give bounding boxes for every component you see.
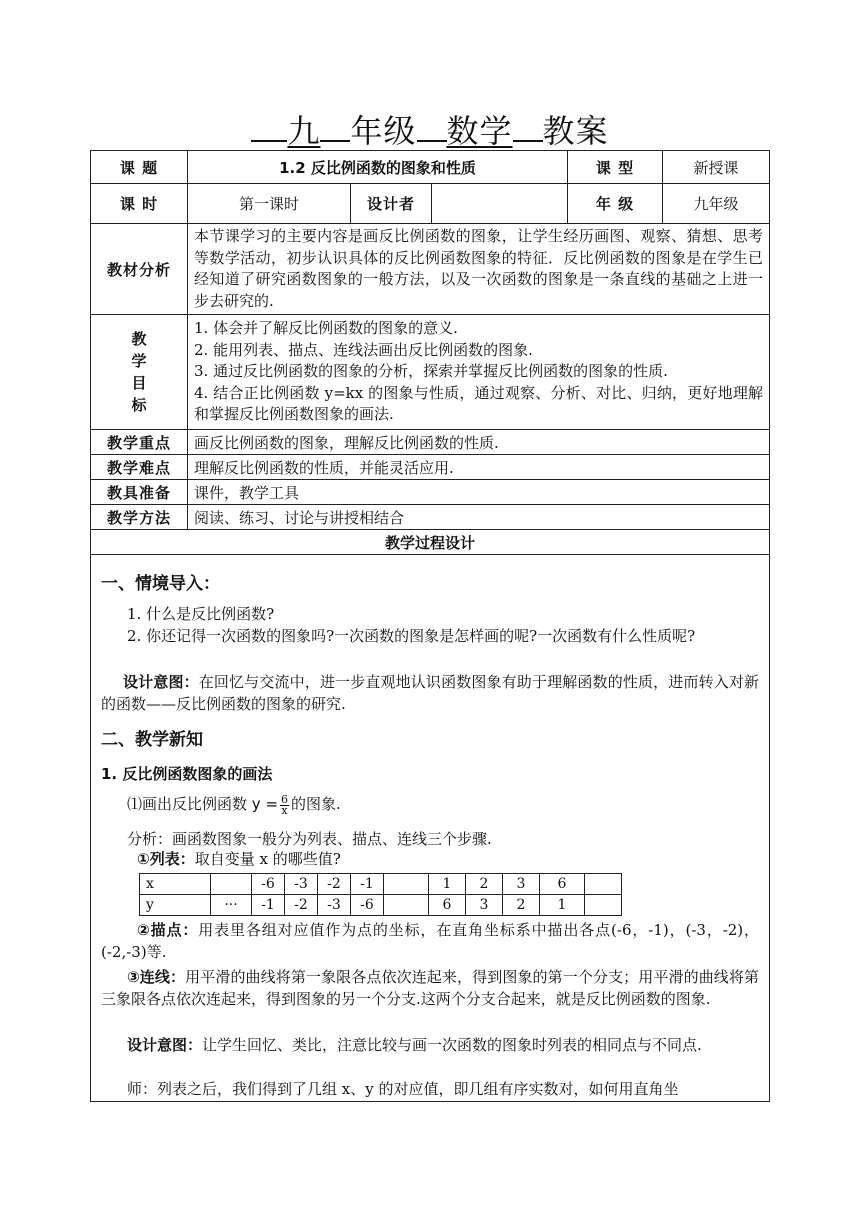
x-cell: -6 [252,874,285,895]
key-point-label: 教学重点 [91,430,188,455]
topic-label: 课 题 [91,151,188,184]
step1-label: ①列表： [137,850,195,868]
goal-item: 2. 能用列表、描点、连线法画出反比例函数的图象. [194,340,533,359]
period-label: 课 时 [91,184,188,224]
row-goals [91,315,770,430]
y-cell: -1 [252,895,285,916]
row-method [91,505,770,530]
section2-sub1: 1. 反比例函数图象的画法 [101,765,273,783]
title-underline-left [251,139,287,142]
section1-intent [101,671,759,715]
section1-intent-text: 在回忆与交流中，进一步直观地认识函数图象有助于理解函数的性质，进而转入对新的函数——反比例函数的图象的研究. [101,673,760,713]
goals-label-char: 教 [131,330,147,348]
type-label: 课 型 [568,151,663,184]
row-process-content [91,555,770,1102]
analysis-text: 本节课学习的主要内容是画反比例函数的图象，让学生经历画图、观察、猜想、思考等数学活动，初步认识具体的反比例函数图象的特征．反比例函数的图象是在学生已经知道了研究函数图象的一般方法，以及一次函数的图象是一条直线的基础之上进一步去研究的. [188,224,770,315]
value-table [139,873,622,916]
step3-label: ③连线： [127,968,186,986]
task-y: y = [251,795,279,813]
y-cell: ··· [211,895,252,916]
goals-label-char: 标 [131,396,147,414]
x-cell: -1 [351,874,384,895]
section1-q1: 1. 什么是反比例函数? [127,605,275,623]
title-underline-gap [417,139,447,142]
row-topic [91,151,770,184]
row-difficulty [91,455,770,480]
title-subject: 数学 [446,112,513,150]
step2 [101,919,759,963]
page-title [0,106,860,152]
step3-text: 用平滑的曲线将第一象限各点依次连起来，得到图象的第一个分支；用平滑的曲线将第三象限各点依次连起来，得到图象的另一个分支.这两个分支合起来，就是反比例函数的图象. [101,968,760,1008]
goals-label-char: 学 [131,352,147,370]
title-underline-gap [513,139,543,142]
x-cell [585,874,622,895]
row-analysis [91,224,770,315]
section1-q2: 2. 你还记得一次函数的图象吗?一次函数的图象是怎样画的呢?一次函数有什么性质呢? [127,627,696,645]
x-cell [384,874,429,895]
goal-item: 1. 体会并了解反比例函数的图象的意义. [194,319,458,338]
row-process-title [91,530,770,555]
process-title: 教学过程设计 [91,530,770,555]
section2-heading: 二、教学新知 [101,730,203,750]
analysis-label: 教材分析 [91,224,188,315]
y-cell: 2 [503,895,540,916]
goals-list [188,315,770,430]
teacher-line: 师：列表之后，我们得到了几组 x、y 的对应值，即几组有序实数对，如何用直角坐 [127,1080,679,1098]
y-cell [384,895,429,916]
row-key-point [91,430,770,455]
step3 [101,966,759,1010]
title-grade-suffix: 年级 [350,112,417,150]
x-cell: x [140,874,211,895]
goals-label [91,315,188,430]
section1-heading: 一、情境导入： [101,574,220,594]
task-suffix: 的图象. [291,795,341,813]
section2-analysis: 分析：画函数图象一般分为列表、描点、连线三个步骤. [127,830,492,848]
topic-value: 1.2 反比例函数的图象和性质 [188,151,568,184]
section2-intent [101,1034,759,1056]
lesson-plan-table [90,150,770,1102]
goal-item: 3. 通过反比例函数的图象的分析，探索并掌握反比例函数的图象的性质. [194,362,668,381]
section2-intent-label: 设计意图： [127,1036,203,1054]
y-cell: -3 [318,895,351,916]
title-grade: 九 [287,112,321,150]
row-tools [91,480,770,505]
step1 [137,849,759,869]
period-value: 第一课时 [188,184,351,224]
y-cell: 3 [466,895,503,916]
method-text: 阅读、练习、讨论与讲授相结合 [188,505,770,530]
x-cell: 1 [429,874,466,895]
difficulty-label: 教学难点 [91,455,188,480]
x-cell: -2 [318,874,351,895]
designer-label: 设计者 [351,184,432,224]
grade-label: 年 级 [568,184,663,224]
x-cell: 3 [503,874,540,895]
grade-value: 九年级 [663,184,770,224]
section1-intent-label: 设计意图： [123,673,199,691]
key-point-text: 画反比例函数的图象，理解反比例函数的性质. [188,430,770,455]
goal-item: 4. 结合正比例函数 y=kx 的图象与性质，通过观察、分析、对比、归纳，更好地理解和掌握反比例函数图象的画法. [194,383,764,424]
fraction-numerator: 6 [281,792,289,806]
x-cell: 6 [540,874,585,895]
step2-text: 用表里各组对应值作为点的坐标，在直角坐标系中描出各点(-6，-1)，(-3，-2)，(-2,-3)等. [101,921,760,961]
tools-label: 教具准备 [91,480,188,505]
title-suffix: 教案 [542,112,609,150]
value-table-x-row [140,874,622,895]
tools-text: 课件，教学工具 [188,480,770,505]
method-label: 教学方法 [91,505,188,530]
x-cell: -3 [285,874,318,895]
difficulty-text: 理解反比例函数的性质，并能灵活应用. [188,455,770,480]
process-content [91,555,770,1102]
section2-intent-text: 让学生回忆、类比，注意比较与画一次函数的图象时列表的相同点与不同点. [202,1036,702,1054]
step2-label: ②描点： [137,921,199,939]
type-value: 新授课 [663,151,770,184]
y-cell: -6 [351,895,384,916]
fraction-denominator: x [281,803,288,817]
y-cell: 1 [540,895,585,916]
title-underline-gap [320,139,350,142]
fraction [280,792,289,817]
goals-label-char: 目 [131,374,147,392]
y-cell [585,895,622,916]
x-cell [211,874,252,895]
y-cell: 6 [429,895,466,916]
value-table-y-row [140,895,622,916]
row-period [91,184,770,224]
section2-task [127,793,759,816]
task-prefix: ⑴画出反比例函数 [127,795,248,813]
y-cell: y [140,895,211,916]
designer-value [432,184,568,224]
step1-text: 取自变量 x 的哪些值? [194,850,341,868]
y-cell: -2 [285,895,318,916]
x-cell: 2 [466,874,503,895]
